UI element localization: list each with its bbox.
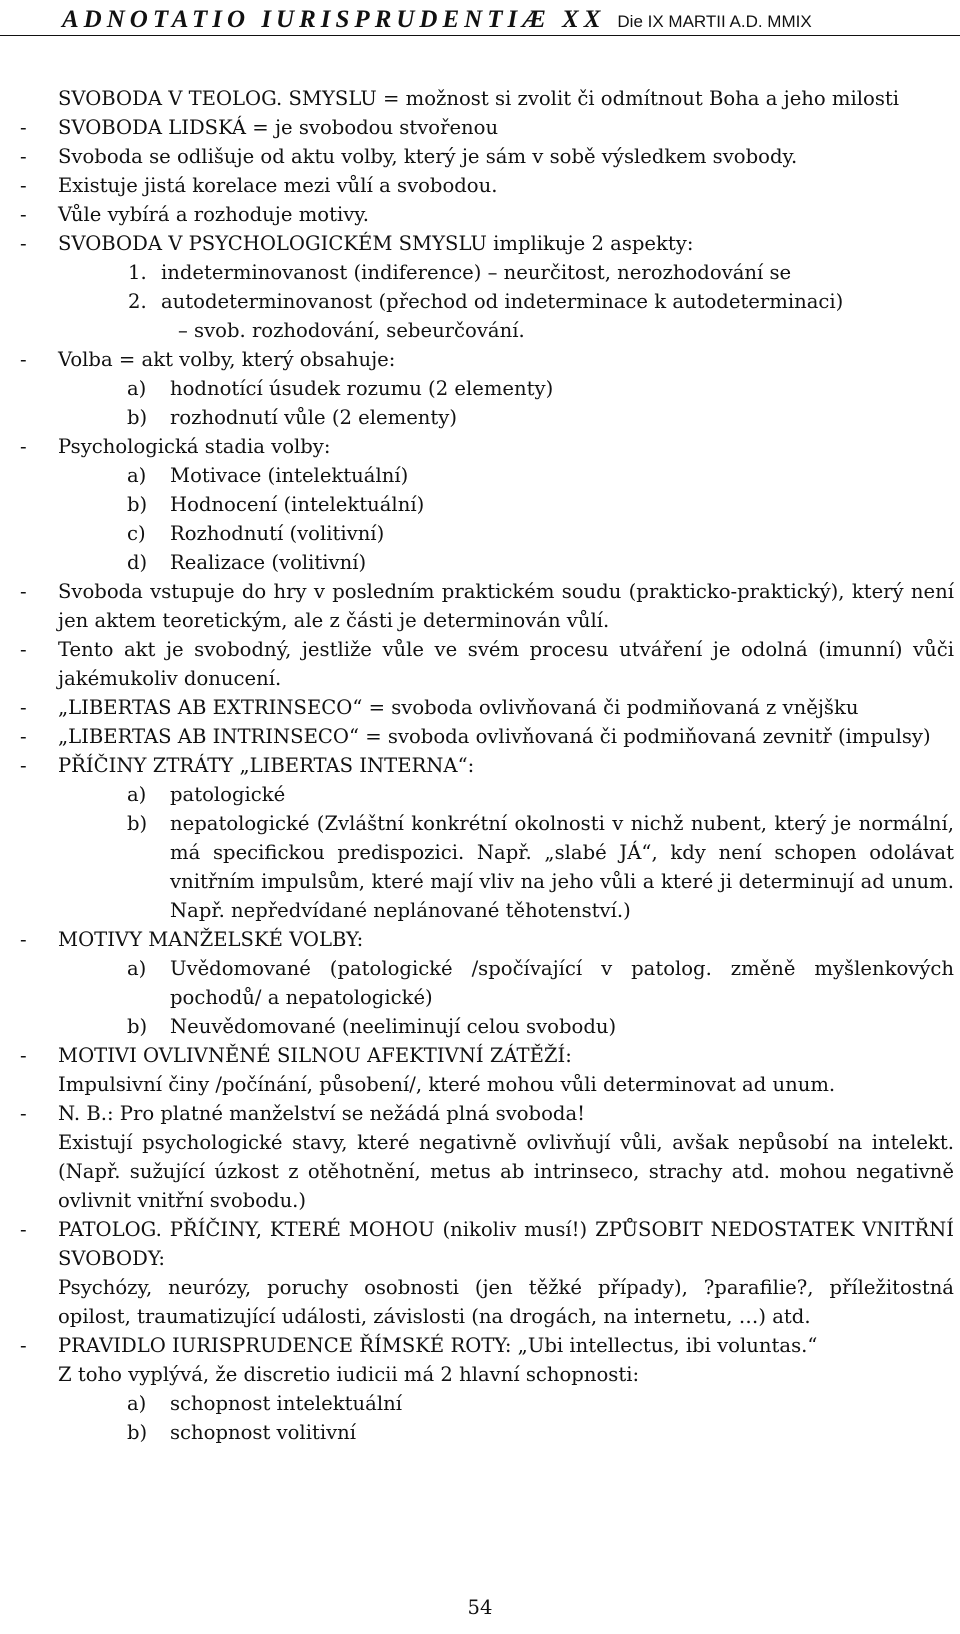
paragraph-impulsivni-ciny: Impulsivní činy /počínání, působení/, které mohou vůli determinovat ad unum. [58,1073,836,1096]
dash-marker: - [20,754,27,777]
dash-marker: - [20,203,27,226]
bullet-svoboda-odlisuje: - Svoboda se odlišuje od aktu volby, který je sám v sobě výsledkem svobody. [0,142,960,171]
dash-marker: - [20,1102,27,1125]
numbered-item-1: 1. indeterminovanost (indiference) – neurčitost, nerozhodování se [128,261,792,284]
sub-item-d: d) Realizace (volitivní) [127,551,367,574]
dash-marker: - [20,1044,27,1067]
sub-item-a: a) schopnost intelektuální [127,1392,402,1415]
dash-marker: - [20,116,27,139]
document-body [0,84,960,1447]
header-rule [0,35,960,36]
paragraph-psychologicke-stavy: Existují psychologické stavy, které negativně ovlivňují vůli, avšak nepůsobí na intelekt. (Např. sužující úzkost z otěhotnění, metus ab intrinseco, strachy atd. mohou negativně ovlivnit vnitřní svobodu.) [58,1131,954,1212]
bullet-nota-bene: - N. B.: Pro platné manželství se nežádá plná svoboda! [0,1099,960,1128]
bullet-svoboda-vstupuje: - Svoboda vstupuje do hry v posledním praktickém soudu (prakticko-praktický), který není jen aktem teoretickým, ale z části je determinován vůlí. [0,577,960,635]
dash-marker: - [20,1334,27,1357]
sub-item-b: b) schopnost volitivní [127,1421,357,1444]
dash-marker: - [20,348,27,371]
numbered-item-2: 2. autodeterminovanost (přechod od indeterminace k autodeterminaci) [128,290,844,313]
bullet-psychologicka-stadia: - Psychologická stadia volby: [0,432,960,461]
journal-title: ADNOTATIO IURISPRUDENTIÆ XX [62,6,606,33]
paragraph-teolog-smysl: SVOBODA V TEOLOG. SMYSLU = možnost si zvolit či odmítnout Boha a jeho milosti [58,87,900,110]
dash-marker: - [20,145,27,168]
sub-item-a: a) Uvědomované (patologické /spočívající v patolog. změně myšlenkových pochodů/ a nepatologické) [127,957,954,1009]
sub-item-b: b) Neuvědomované (neeliminují celou svobodu) [127,1015,617,1038]
paragraph-psychozy: Psychózy, neurózy, poruchy osobnosti (jen těžké případy), ?parafilie?, příležitostná opilost, traumatizující události, závislosti (na drogách, na internetu, …) atd. [58,1276,954,1328]
header-title [62,6,812,34]
dash-marker: - [20,1218,27,1241]
dash-marker: - [20,435,27,458]
page-number: 54 [467,1596,493,1619]
dash-marker: - [20,696,27,719]
bullet-motivi-ovlivnene: - MOTIVI OVLIVNĚNÉ SILNOU AFEKTIVNÍ ZÁTĚŽÍ: [0,1041,960,1070]
bullet-libertas-ab-intrinseco: - „LIBERTAS AB INTRINSECO“ = svoboda ovlivňovaná či podmiňovaná zevnitř (impulsy) [0,722,960,751]
sub-item-b: b) Hodnocení (intelektuální) [127,493,425,516]
dash-marker: - [20,232,27,255]
paragraph-discretio-iudicii: Z toho vyplývá, že discretio iudicii má 2 hlavní schopnosti: [58,1363,640,1386]
bullet-pravidlo-rimske-roty: - PRAVIDLO IURISPRUDENCE ŘÍMSKÉ ROTY: „Ubi intellectus, ibi voluntas.“ [0,1331,960,1360]
sub-item-b: b) nepatologické (Zvláštní konkrétní okolnosti v nichž nubent, který je normální, má specifickou predispozici. Např. „slabé JÁ“, kdy není schopen odolávat vnitřním impulsům, které mají vliv na jeho vůli a které ji determinují ad unum. Např. nepředvídané neplánované těhotenství.) [127,812,954,922]
sub-item-a: a) Motivace (intelektuální) [127,464,409,487]
bullet-akt-svobodny: - Tento akt je svobodný, jestliže vůle ve svém procesu utváření je odolná (imunní) vůči jakémukoliv donucení. [0,635,960,693]
sub-item-a: a) hodnotící úsudek rozumu (2 elementy) [127,377,554,400]
bullet-volba: - Volba = akt volby, který obsahuje: [0,345,960,374]
dash-marker: - [20,725,27,748]
bullet-svoboda-lidska: - SVOBODA LIDSKÁ = je svobodou stvořenou [0,113,960,142]
bullet-motivy-manzelske-volby: - MOTIVY MANŽELSKÉ VOLBY: [0,925,960,954]
bullet-priciny-ztraty: - PŘÍČINY ZTRÁTY „LIBERTAS INTERNA“: [0,751,960,780]
bullet-libertas-ab-extrinseco: - „LIBERTAS AB EXTRINSECO“ = svoboda ovlivňovaná či podmiňovaná z vnějšku [0,693,960,722]
dash-marker: - [20,928,27,951]
bullet-korelace: - Existuje jistá korelace mezi vůlí a svobodou. [0,171,960,200]
sub-item-b: b) rozhodnutí vůle (2 elementy) [127,406,458,429]
numbered-item-2-continuation: – svob. rozhodování, sebeurčování. [178,319,525,342]
bullet-psychologicky-smysl: - SVOBODA V PSYCHOLOGICKÉM SMYSLU implikuje 2 aspekty: [0,229,960,258]
bullet-patolog-priciny: - PATOLOG. PŘÍČINY, KTERÉ MOHOU (nikoliv musí!) ZPŮSOBIT NEDOSTATEK VNITŘNÍ SVOBODY: [0,1215,960,1273]
dash-marker: - [20,638,27,661]
sub-item-c: c) Rozhodnutí (volitivní) [127,522,385,545]
dash-marker: - [20,580,27,603]
dash-marker: - [20,174,27,197]
bullet-vule-vybira: - Vůle vybírá a rozhoduje motivy. [0,200,960,229]
running-header [0,0,960,44]
sub-item-a: a) patologické [127,783,286,806]
header-date: Die IX MARTII A.D. MMIX [617,12,812,31]
